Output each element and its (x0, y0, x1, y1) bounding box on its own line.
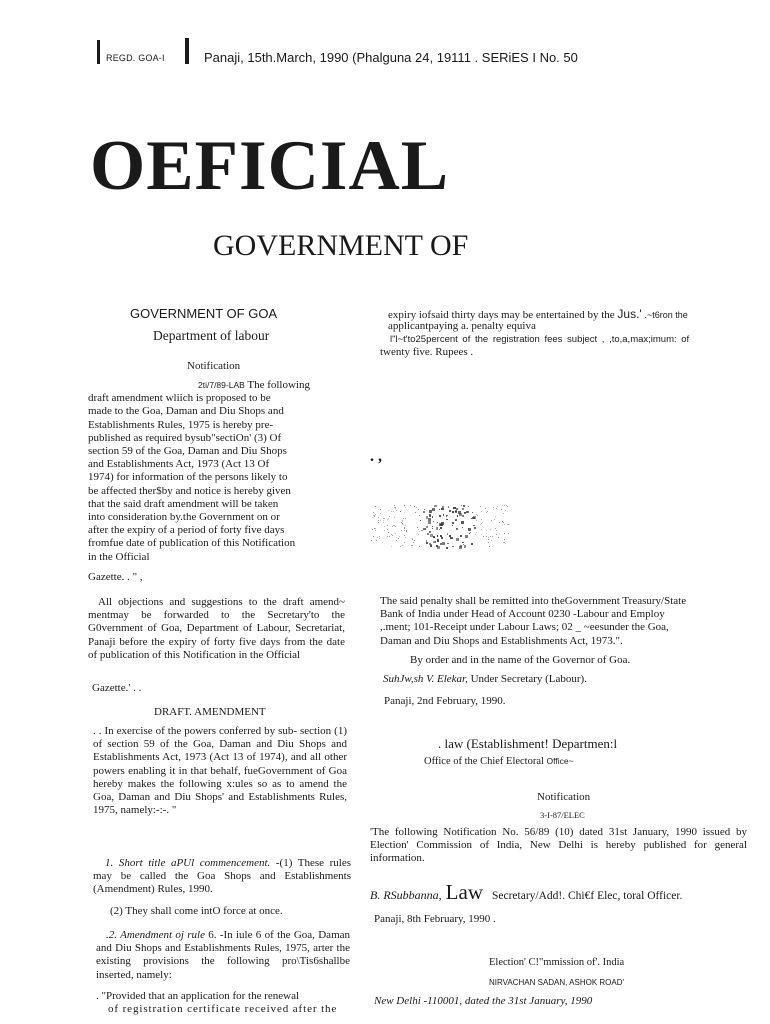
scan-smudge (371, 505, 511, 549)
scan-noise-dot (481, 529, 482, 530)
scan-noise-dot (380, 509, 381, 510)
scan-noise-dot (429, 514, 432, 517)
scan-noise-dot (419, 531, 420, 532)
scan-noise-dot (412, 539, 413, 540)
scan-noise-dot (437, 522, 438, 523)
signatory-2-name: B. RSubbanna, (370, 888, 442, 902)
paragraph-line: fromfue date of publication of this Notification (88, 537, 296, 550)
scan-noise-dot (418, 529, 419, 530)
gazette-ref-1: Gazette. . " , (88, 571, 143, 583)
scan-noise-dot (488, 542, 489, 543)
scan-noise-dot (384, 518, 385, 519)
scan-noise-dot (429, 531, 431, 533)
scan-noise-dot (394, 505, 395, 506)
scan-noise-dot (465, 535, 468, 538)
paragraph-line: published as required bysub"sectiOn' (3) Of (88, 431, 282, 444)
masthead-bar-left (97, 40, 100, 64)
scan-noise-dot (387, 525, 388, 526)
scan-noise-dot (463, 505, 464, 506)
scan-noise-dot (406, 530, 407, 531)
scan-noise-dot (455, 519, 457, 521)
scan-noise-dot (452, 546, 454, 548)
paragraph-line: Establishments Rules, 1975 is hereby pre- (88, 418, 274, 431)
draft-amendment-heading: DRAFT. AMENDMENT (154, 706, 266, 718)
election-commission-heading: Election' C!"mmission of'. India (489, 957, 625, 968)
scan-noise-dot (432, 508, 435, 511)
scan-noise-dot (430, 534, 433, 537)
scan-noise-dot (436, 527, 438, 529)
scan-noise-dot (403, 518, 404, 519)
scan-noise-dot (413, 542, 414, 543)
scan-noise-dot (378, 517, 379, 518)
signatory-2-law: Law (445, 880, 483, 904)
scan-noise-dot (427, 533, 430, 536)
scan-noise-dot (377, 537, 378, 538)
scan-noise-dot (402, 545, 403, 546)
scan-noise-dot (442, 542, 444, 544)
scan-noise-dot (480, 524, 481, 525)
scan-noise-dot (493, 507, 494, 508)
scan-noise-dot (404, 530, 405, 531)
scan-noise-dot (389, 536, 390, 537)
scan-noise-dot (406, 531, 407, 532)
scan-noise-dot (376, 540, 377, 541)
scan-noise-dot (401, 530, 402, 531)
government-heading: GOVERNMENT OF GOA (130, 306, 278, 321)
scan-noise-dot (400, 511, 401, 512)
scan-noise-dot (417, 527, 418, 528)
scan-noise-dot (374, 516, 375, 517)
scan-noise-dot (460, 535, 463, 538)
gazette-title: OEFICIAL (90, 127, 450, 205)
scan-noise-dot (375, 530, 376, 531)
scan-noise-dot (462, 515, 464, 517)
scan-noise-dot (488, 537, 489, 538)
scan-noise-dot (420, 520, 421, 521)
proviso-line-1: . "Provided that an application for the renewal (96, 990, 300, 1002)
scan-noise-dot (400, 546, 401, 547)
scan-noise-dot (402, 524, 403, 525)
notification-heading-2: Notification (537, 791, 591, 803)
scan-noise-dot (380, 513, 381, 514)
scan-noise-dot (437, 546, 440, 549)
scan-noise-dot (481, 511, 482, 512)
notification-body (88, 379, 333, 564)
scan-noise-dot (405, 537, 406, 538)
scan-noise-dot (435, 541, 436, 542)
scan-noise-dot (466, 511, 469, 514)
scan-noise-dot (450, 537, 453, 540)
scan-noise-dot (375, 514, 376, 515)
scan-noise-dot (393, 511, 394, 512)
scan-noise-dot (391, 534, 392, 535)
scan-noise-dot (452, 511, 454, 513)
notification-heading: Notification (187, 360, 241, 372)
scan-noise-dot (462, 527, 463, 528)
scan-noise-dot (399, 536, 400, 537)
scan-noise-dot (453, 507, 456, 510)
scan-noise-dot (423, 528, 426, 531)
scan-noise-dot (440, 527, 442, 529)
notification-lead: The following (247, 379, 310, 391)
scan-noise-dot (456, 538, 458, 540)
scan-noise-dot (383, 522, 384, 523)
scan-noise-dot (405, 525, 406, 526)
scan-noise-dot (392, 535, 393, 536)
scan-noise-dot (501, 509, 502, 510)
scan-noise-dot (371, 540, 372, 541)
scan-noise-dot (446, 547, 448, 549)
paragraph-line: made to the Goa, Daman and Diu Shops and (88, 405, 284, 418)
issue-date-series: Panaji, 15th.March, 1990 (Phalguna 24, 19111 . SERiES I No. 50 (204, 50, 578, 65)
exercise-text: . . In exercise of the powers conferred by sub- section (1) of section 59 of the Goa, Daman and Diu Shops and Establishments Act, 1973 (Act 13 of 1974), and all other powers enabling it in that behalf, fueGovernment of Goa hereby makes the following x:ules so as to amend the Goa, Daman and Diu Shops' and Establishments Rules, 1975, namely:-:-. " (93, 725, 347, 817)
scan-noise-dot (469, 533, 470, 534)
scan-noise-dot (437, 535, 439, 537)
scan-noise-dot (495, 528, 496, 529)
scan-noise-dot (404, 528, 405, 529)
rule-1-text: (1) These rules may be called the Goa Shops and Establishments (Amendment) Rules, 1990. (93, 857, 351, 896)
scan-noise-dot (396, 540, 397, 541)
office-name: Office of the Chief Electoral (424, 756, 544, 767)
scan-noise-dot (373, 536, 374, 537)
paragraph-line: after the expiry of a period of forty five days (88, 524, 285, 537)
continuation-text: expiry iofsaid thirty days may be entertained by the (388, 309, 615, 321)
continuation-line-4: twenty five. Rupees . (380, 346, 474, 358)
scan-noise-dot (452, 525, 453, 526)
penalty-line: ,.ment; 101-Receipt under Labour Laws; 02 _ ~eesunder the Goa, (380, 621, 669, 634)
scan-noise-dot (490, 529, 491, 530)
scan-noise-dot (496, 508, 497, 509)
scan-noise-dot (395, 508, 396, 509)
scan-noise-dot (441, 537, 443, 539)
continuation-line-1 (388, 307, 688, 321)
scan-noise-dot (496, 534, 497, 535)
paragraph-line: be affected ther$by and notice is hereby given (88, 484, 291, 497)
election-text: 'The following Notification No. 56/89 (10) dated 31st January, 1990 issued by Election' Commission of India, New Delhi is hereby published for general information. (370, 826, 747, 865)
scan-noise-dot (471, 543, 473, 545)
scan-noise-dot (418, 534, 419, 535)
scan-noise-dot (463, 544, 464, 545)
continuation-tail: .~t6ron the (644, 310, 688, 320)
signatory-2-title: Secretary/Add!. Chi€f Elec, toral Officer. (492, 890, 683, 902)
scan-noise-dot (504, 524, 505, 525)
scan-noise-dot (503, 513, 504, 514)
scan-noise-dot (503, 542, 504, 543)
scan-noise-dot (398, 538, 399, 539)
scan-noise-dot (481, 523, 482, 524)
continuation-line-3: l"l~t'to25percent of the registration fees subject , ,to,a,max;imum: of (390, 334, 690, 345)
scan-noise-dot (456, 528, 458, 530)
scan-noise-dot (446, 515, 447, 516)
scan-noise-dot (426, 526, 428, 528)
scan-noise-dot (491, 540, 492, 541)
scan-noise-dot (388, 510, 389, 511)
notification-number: 2ti/7/89-LAB (198, 380, 245, 390)
scan-noise-dot (432, 516, 433, 517)
scan-noise-dot (508, 533, 509, 534)
scan-noise-dot (497, 506, 498, 507)
scan-noise-dot (412, 547, 413, 548)
notification-paragraph (88, 392, 333, 564)
scan-noise-dot (396, 537, 397, 538)
scan-noise-dot (448, 506, 450, 508)
rule-1-title: 1. Short title aPUl commencement. - (105, 857, 280, 869)
scan-noise-dot (502, 505, 503, 506)
scan-noise-dot (384, 530, 385, 531)
scan-noise-dot (391, 546, 392, 547)
scan-noise-dot (375, 506, 376, 507)
exercise-paragraph (93, 725, 347, 817)
scan-noise-dot (402, 520, 403, 521)
paragraph-line: and Establishments Act, 1973 (Act 13 Of (88, 458, 270, 471)
place-date-2: Panaji, 8th February, 1990 . (374, 913, 496, 925)
scan-noise-dot (470, 532, 472, 534)
scan-noise-dot (414, 540, 415, 541)
scan-noise-dot (415, 512, 416, 513)
paragraph-line: into consideration by.the Government on or (88, 511, 280, 524)
election-commission-address: NIRVACHAN SADAN, ASHOK ROAD' (489, 978, 625, 987)
department-heading: Department of labour (153, 328, 270, 343)
scan-noise-dot (380, 520, 381, 521)
scan-noise-dot (432, 528, 433, 529)
penalty-line: Bank of India under Head of Account 0230 -Labour and Employ (380, 608, 665, 621)
scan-noise-dot (475, 534, 476, 535)
scan-noise-dot (486, 530, 487, 531)
objections-text: All objections and suggestions to the draft amend~ mentmay be forwarded to the Secretary'to the G0vernment of Goa, Department of Labour, Secretariat, Panaji before the expiry of forty five days from the date of publication of this Notification in the Official (88, 596, 345, 661)
scan-noise-dot (481, 534, 482, 535)
scan-noise-dot (426, 542, 428, 544)
scan-noise-dot (499, 522, 500, 523)
scan-noise-dot (372, 529, 373, 530)
scan-noise-dot (455, 511, 458, 514)
by-order-line: By order and in the name of the Governor of Goa. (410, 654, 631, 666)
scan-noise-dot (507, 506, 508, 507)
scan-noise-dot (412, 545, 413, 546)
election-commission-date: New Delhi -110001, dated the 31st January, 1990 (374, 995, 593, 1007)
paragraph-line: section 59 of the Goa, Daman and Diu Shops (88, 445, 287, 458)
stray-mark: . , (370, 448, 382, 465)
signatory-title: Under Secretary (Labour). (470, 673, 587, 685)
objections-paragraph (88, 596, 345, 662)
scan-noise-dot (494, 519, 495, 520)
rule-2-text: 6. -In iule 6 of the Goa, Daman and Diu Shops and Establishments Rules, 1975, arter the existing provisions the following pro\Tis6shallbe inserted, namely: (96, 929, 351, 981)
scan-noise-dot (492, 536, 493, 537)
scan-noise-dot (476, 520, 477, 521)
signatory-name: SuhJw,sh V. Elekar, (383, 673, 468, 685)
scan-noise-dot (383, 520, 384, 521)
scan-noise-dot (389, 516, 390, 517)
scan-noise-dot (395, 533, 396, 534)
rule-1-paragraph (93, 857, 351, 897)
place-date-1: Panaji, 2nd February, 1990. (384, 695, 506, 707)
scan-noise-dot (491, 520, 492, 521)
scan-noise-dot (508, 524, 509, 525)
scan-noise-dot (428, 521, 431, 524)
scan-noise-dot (388, 518, 389, 519)
scan-noise-dot (410, 505, 411, 506)
scan-noise-dot (496, 530, 497, 531)
scan-noise-dot (441, 508, 443, 510)
scan-noise-dot (434, 537, 435, 538)
scan-noise-dot (474, 527, 476, 529)
election-paragraph (370, 826, 747, 866)
scan-noise-dot (446, 519, 447, 520)
scan-noise-dot (486, 512, 487, 513)
registration-number: REGD. GOA-I (106, 53, 165, 63)
scan-noise-dot (423, 511, 425, 513)
scan-noise-dot (504, 533, 505, 534)
scan-noise-dot (430, 545, 432, 547)
scan-noise-dot (504, 505, 505, 506)
scan-noise-dot (447, 543, 448, 544)
scan-noise-dot (459, 546, 462, 549)
scan-noise-dot (499, 533, 500, 534)
scan-noise-dot (481, 519, 482, 520)
scan-noise-dot (472, 517, 475, 520)
scan-noise-dot (441, 522, 444, 525)
scan-noise-dot (505, 543, 506, 544)
scan-noise-dot (426, 516, 428, 518)
penalty-paragraph (380, 595, 750, 648)
scan-noise-dot (449, 510, 451, 512)
scan-noise-dot (468, 506, 469, 507)
scan-noise-dot (373, 512, 374, 513)
masthead-bar-right (185, 38, 189, 64)
scan-noise-dot (404, 512, 405, 513)
office-line (424, 756, 574, 767)
scan-noise-dot (489, 546, 490, 547)
scan-noise-dot (402, 523, 403, 524)
paragraph-line: that the said draft amendment will be taken (88, 497, 279, 510)
scan-noise-dot (488, 539, 489, 540)
proviso-line-2: of registration certificate received after the (108, 1003, 338, 1015)
scan-noise-dot (375, 528, 376, 529)
scan-noise-dot (443, 514, 444, 515)
penalty-line: The said penalty shall be remitted into theGovernment Treasury/State (380, 595, 687, 607)
gazette-subtitle: GOVERNMENT OF (213, 229, 469, 262)
scan-noise-dot (504, 539, 505, 540)
scan-noise-dot (387, 536, 388, 537)
scan-noise-dot (468, 528, 469, 529)
scan-noise-dot (424, 509, 425, 510)
scan-noise-dot (434, 505, 436, 507)
notification-number-2: 3-I-87/ELEC (540, 810, 585, 820)
scan-noise-dot (379, 538, 380, 539)
scan-noise-dot (379, 536, 380, 537)
scan-noise-dot (483, 536, 484, 537)
scan-noise-dot (419, 515, 420, 516)
scan-noise-dot (433, 521, 434, 522)
penalty-line: Daman and Diu Shops and Establishments Act, 1973.". (380, 634, 623, 647)
scan-noise-dot (395, 526, 396, 527)
scan-noise-dot (477, 515, 478, 516)
continuation-line-2: applicantpaying a. penalty equiva (388, 320, 536, 332)
scan-noise-dot (418, 509, 419, 510)
rule-2-title: .2. Amendment oj rule (106, 929, 205, 941)
signatory-line (383, 673, 587, 685)
scan-noise-dot (498, 537, 499, 538)
office-tail: Office~ (546, 756, 574, 766)
scan-noise-dot (480, 506, 481, 507)
scan-noise-dot (487, 511, 488, 512)
paragraph-line: 1974) for information of the persons likely to (88, 471, 288, 484)
scan-noise-dot (387, 529, 388, 530)
scan-noise-dot (392, 526, 393, 527)
scan-noise-dot (404, 505, 405, 506)
scan-noise-dot (505, 510, 506, 511)
scan-noise-dot (452, 522, 454, 524)
scan-noise-dot (462, 508, 464, 510)
scan-noise-dot (378, 520, 379, 521)
scan-noise-dot (490, 536, 491, 537)
law-department-heading: . law (Establishment! Departmen:l (438, 736, 618, 751)
scan-noise-dot (437, 539, 439, 541)
rule-1-subclause: (2) They shall come intO force at once. (110, 905, 283, 917)
scan-noise-dot (388, 532, 389, 533)
scan-noise-dot (384, 526, 385, 527)
scan-noise-dot (464, 545, 467, 548)
scan-noise-dot (459, 513, 462, 516)
continuation-jus: Jus.' (617, 307, 642, 321)
rule-2-paragraph (96, 929, 350, 982)
paragraph-line: in the Official (88, 550, 150, 563)
scan-noise-dot (495, 516, 496, 517)
scan-noise-dot (416, 507, 417, 508)
scan-noise-dot (461, 505, 462, 506)
scan-noise-dot (382, 542, 383, 543)
scan-noise-dot (461, 521, 464, 524)
scan-noise-dot (439, 515, 441, 517)
scan-noise-dot (473, 525, 475, 527)
scan-noise-dot (439, 509, 440, 510)
signatory-2-line (370, 880, 682, 905)
scan-noise-dot (468, 528, 471, 531)
scan-noise-dot (486, 536, 487, 537)
scan-noise-dot (419, 546, 420, 547)
scan-noise-dot (405, 507, 406, 508)
scan-noise-dot (411, 545, 412, 546)
scan-noise-dot (404, 542, 405, 543)
scan-noise-dot (394, 517, 395, 518)
scan-noise-dot (485, 508, 486, 509)
scan-noise-dot (472, 512, 473, 513)
paragraph-line: draft amendment wliich is proposed to be (88, 392, 271, 405)
gazette-ref-2: Gazette.' . . (92, 682, 142, 694)
scan-noise-dot (378, 522, 379, 523)
scan-noise-dot (396, 510, 397, 511)
scan-noise-dot (405, 518, 406, 519)
